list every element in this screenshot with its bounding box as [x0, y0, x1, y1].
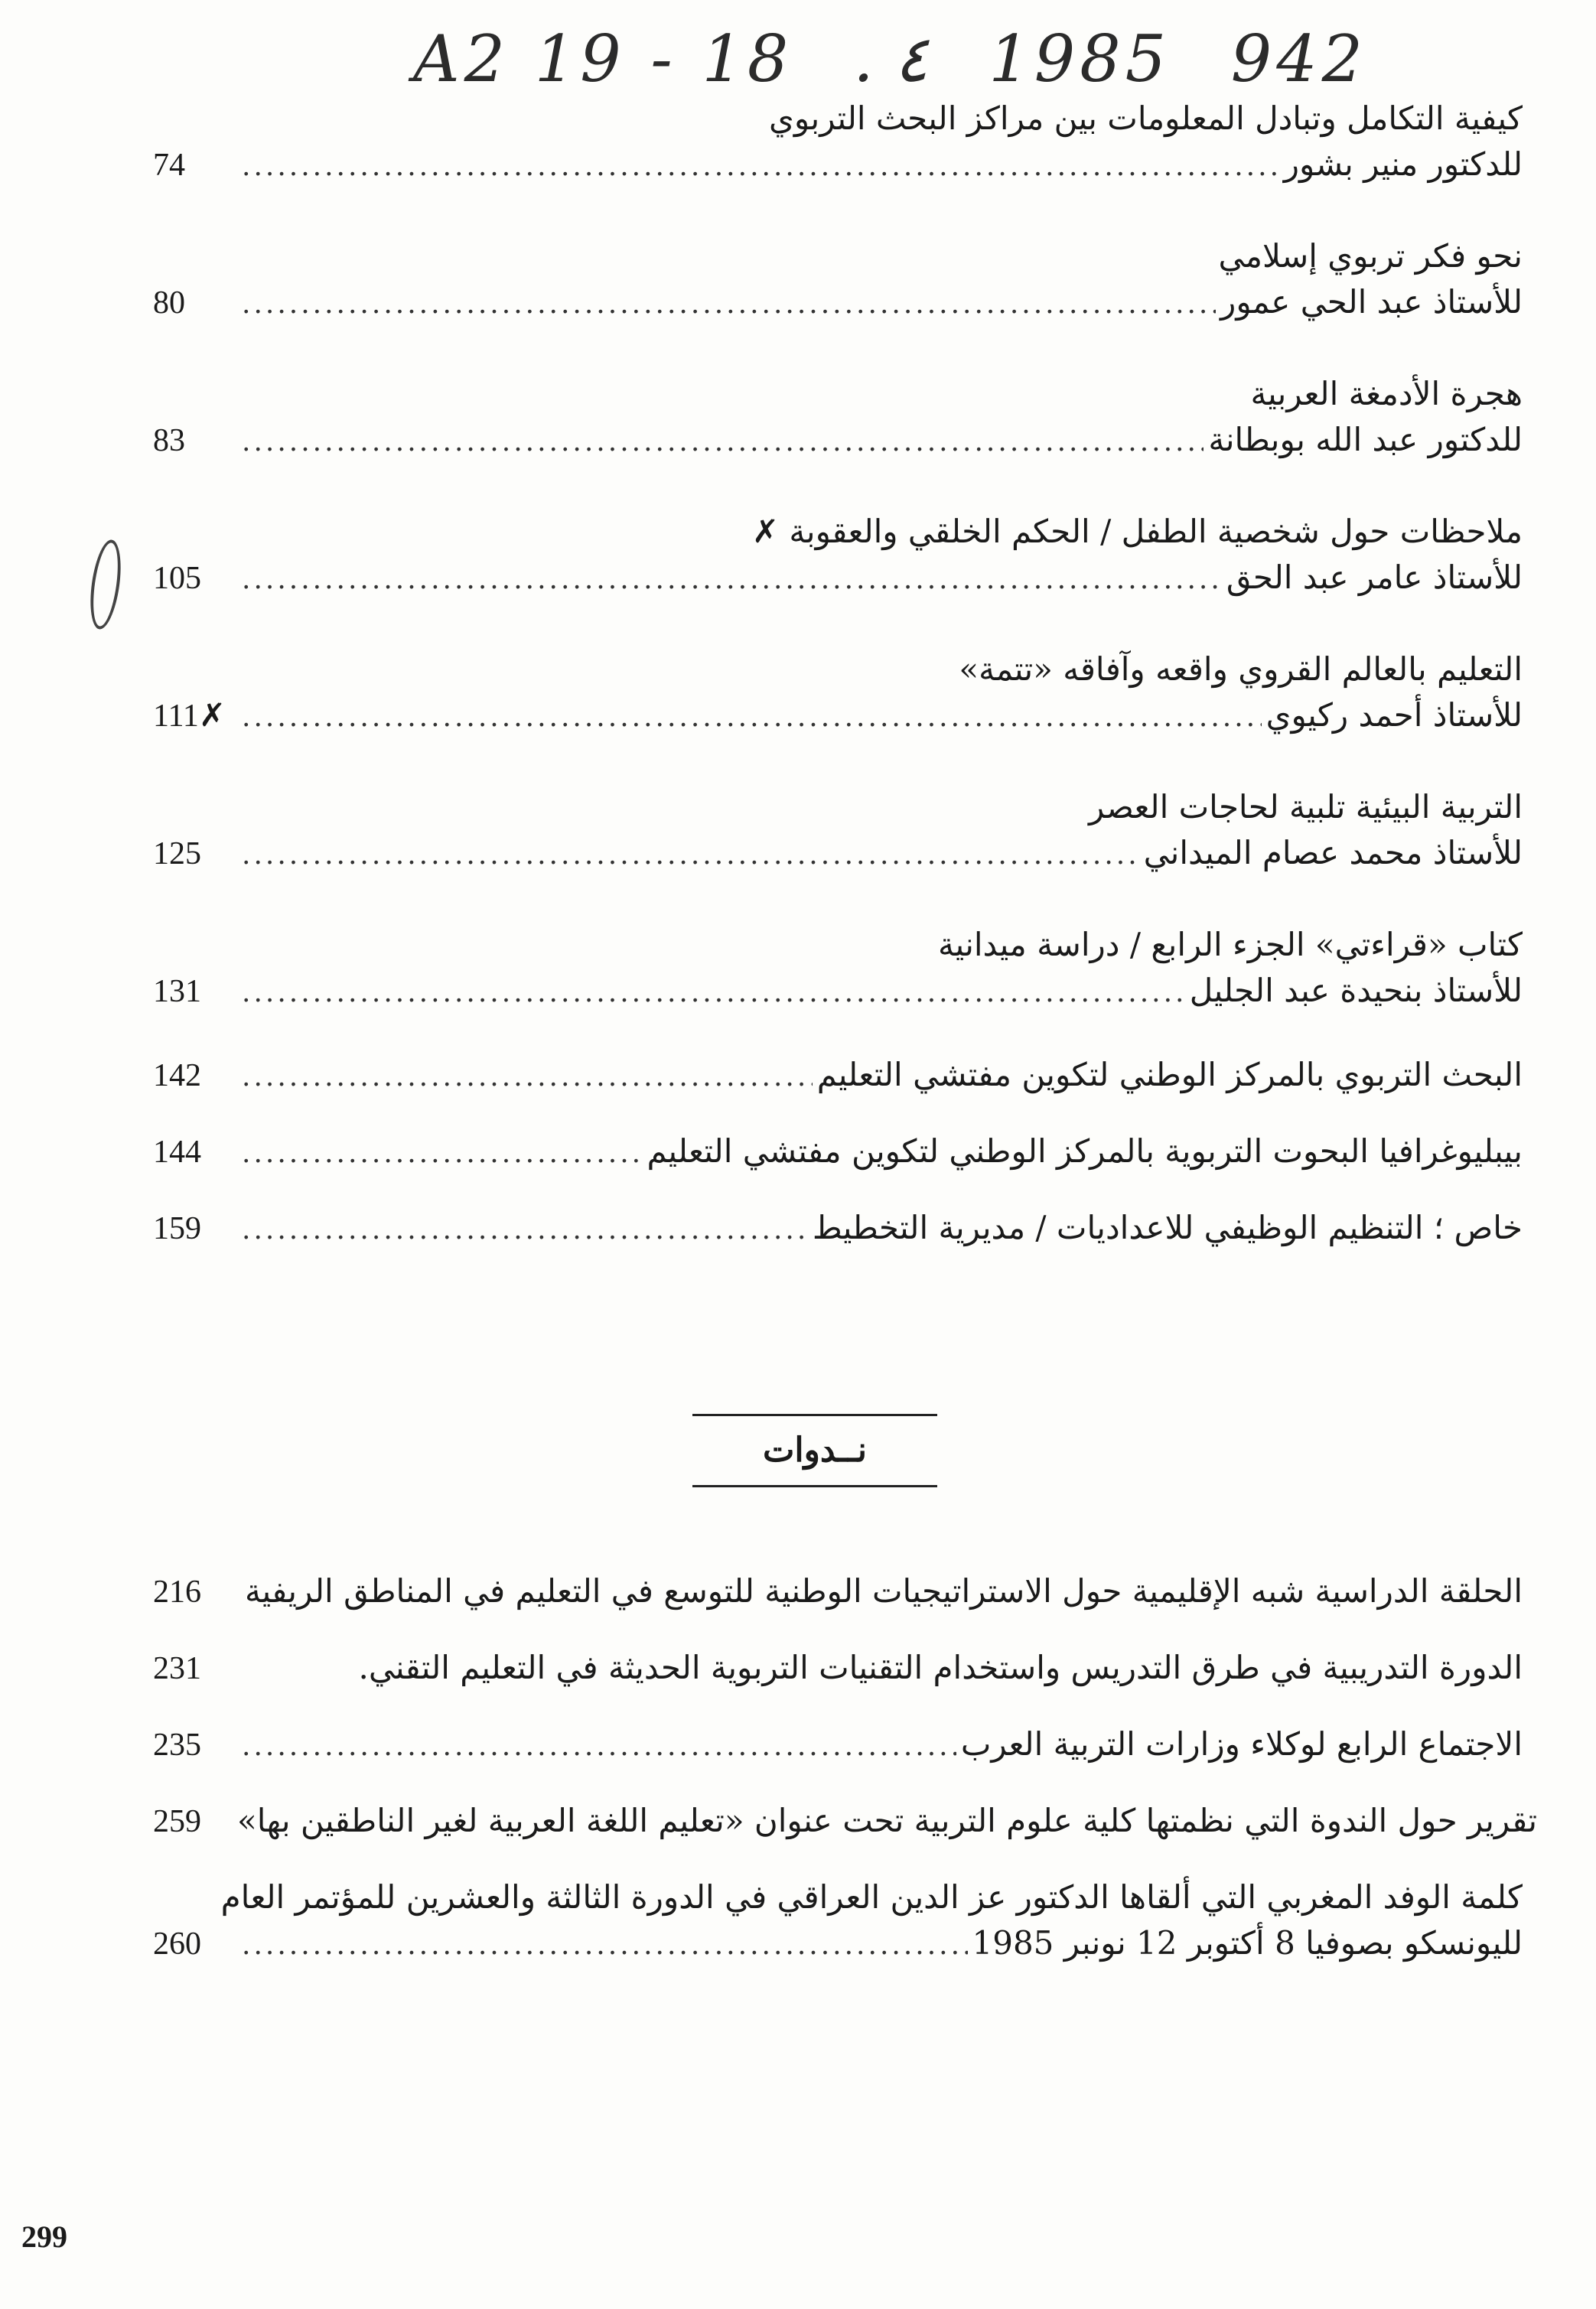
nadwa-entry: [153, 1568, 1523, 1615]
nadwa-entry-page: 259: [153, 1804, 201, 1839]
nadwa-entry: [153, 1645, 1523, 1692]
toc-entry-author: للدكتور عبد الله بوبطانة: [1208, 421, 1523, 458]
nadwa-entry-title-line1: كلمة الوفد المغربي التي ألقاها الدكتور عز الدين العراقي في الدورة الثالثة والعشرين للمؤتمر العام: [220, 1878, 1523, 1916]
leader-dots: [242, 832, 1139, 878]
section-heading: [692, 1414, 937, 1487]
toc-entry-page: 142: [153, 1058, 201, 1093]
toc-entry: [153, 96, 1523, 190]
toc-entry: [153, 646, 1523, 741]
page-number: 299: [21, 2219, 67, 2254]
toc-entry-author: للأستاذ عبد الحي عمور: [1220, 283, 1523, 321]
leader-dots: [242, 1923, 968, 1969]
handwritten-mark: . ٤: [853, 21, 929, 96]
leader-dots: [242, 419, 1204, 465]
toc-entry-page: 144: [153, 1135, 201, 1170]
toc-entry-single: [153, 1205, 1523, 1253]
toc-entry-single: [153, 1128, 1523, 1177]
leader-dots: [242, 282, 1216, 327]
toc-entry-author: للدكتور منير بشور: [1283, 145, 1523, 183]
nadwa-entry-title: الدورة التدريبية في طرق التدريس واستخدام التقنيات التربوية الحديثة في التعليم التقني.: [358, 1649, 1523, 1686]
toc-entry: [153, 509, 1523, 603]
toc-entry-title: كيفية التكامل وتبادل المعلومات بين مراكز البحث التربوي: [768, 99, 1523, 137]
leader-dots: [242, 695, 1262, 741]
nadwa-entry-multiline: [153, 1874, 1523, 1969]
leader-dots: [242, 144, 1279, 190]
heading-rule-bottom: [692, 1485, 937, 1487]
nadwa-entry-title-line2: لليونسكو بصوفيا 8 أكتوبر 12 نونبر 1985: [972, 1924, 1523, 1962]
toc-entry-page: 74: [153, 148, 185, 183]
toc-entry-title: بيبليوغرافيا البحوت التربوية بالمركز الوطني لتكوين مفتشي التعليم: [647, 1132, 1523, 1170]
nadwa-entry: [153, 1721, 1523, 1770]
nadwa-entry-page: 235: [153, 1728, 201, 1763]
toc-entry: [153, 922, 1523, 1016]
leader-dots: [242, 557, 1222, 603]
nadwa-entry-page: 216: [153, 1575, 201, 1610]
toc-entry-title: كتاب «قراءتي» الجزء الرابع / دراسة ميدانية: [938, 926, 1523, 963]
toc-entry-title: خاص ؛ التنظيم الوظيفي للاعداديات / مديرية التخطيط: [812, 1209, 1523, 1246]
leader-dots: [242, 970, 1185, 1016]
handwritten-number: 942: [1230, 21, 1368, 96]
leader-dots: [242, 1724, 956, 1770]
margin-pencil-mark: [86, 538, 125, 631]
nadwa-entry-page: 260: [153, 1926, 201, 1962]
handwritten-year: 1985: [989, 21, 1171, 96]
toc-entry-author: للأستاذ محمد عصام الميداني: [1143, 834, 1523, 871]
toc-entry-page: 159: [153, 1211, 201, 1246]
toc-entry-author: للأستاذ بنحيدة عبد الجليل: [1189, 972, 1523, 1009]
toc-entry-page: 131: [153, 974, 201, 1009]
nadwa-entry: [153, 1798, 1538, 1845]
toc-entry-page: 125: [153, 836, 201, 871]
toc-entry: [153, 371, 1523, 465]
toc-entry: [153, 233, 1523, 327]
nadwa-entry-page: 231: [153, 1651, 201, 1686]
toc-entry-title: ملاحظات حول شخصية الطفل / الحكم الخلقي والعقوبة ✗: [751, 513, 1523, 550]
toc-entry-title: التربية البيئية تلبية لحاجات العصر: [1088, 788, 1523, 826]
nadwa-entry-title: تقرير حول الندوة التي نظمتها كلية علوم التربية تحت عنوان «تعليم اللغة العربية لغير الناطقين بها»: [237, 1802, 1538, 1839]
toc-entry-author: للأستاذ عامر عبد الحق: [1226, 559, 1523, 596]
nadwa-entry-title: الحلقة الدراسية شبه الإقليمية حول الاستراتيجيات الوطنية للتوسع في التعليم في المناطق الريفية: [244, 1572, 1523, 1610]
toc-entry-title: نحو فكر تربوي إسلامي: [1218, 237, 1523, 275]
nadwa-entry-title: الاجتماع الرابع لوكلاء وزارات التربية العرب: [960, 1725, 1523, 1763]
handwritten-ref: A2 19 - 18: [413, 21, 793, 96]
toc-entry: [153, 784, 1523, 878]
toc-entry-page: 111✗: [153, 699, 226, 734]
leader-dots: [242, 1207, 808, 1253]
toc-entry-title: التعليم بالعالم القروي واقعه وآفاقه «تتمة»: [959, 650, 1523, 688]
leader-dots: [242, 1131, 642, 1177]
toc-entry-page: 80: [153, 285, 185, 321]
toc-entry-title: البحث التربوي بالمركز الوطني لتكوين مفتشي التعليم: [816, 1056, 1523, 1093]
toc-entry-single: [153, 1052, 1523, 1100]
toc-entry-page: 83: [153, 423, 185, 458]
leader-dots: [242, 1054, 813, 1100]
toc-entry-page: 105: [153, 561, 201, 596]
toc-entry-author: للأستاذ أحمد ركيوي: [1265, 696, 1523, 734]
toc-entry-title: هجرة الأدمغة العربية: [1250, 375, 1523, 412]
section-heading-text: نــدوات: [762, 1431, 868, 1470]
